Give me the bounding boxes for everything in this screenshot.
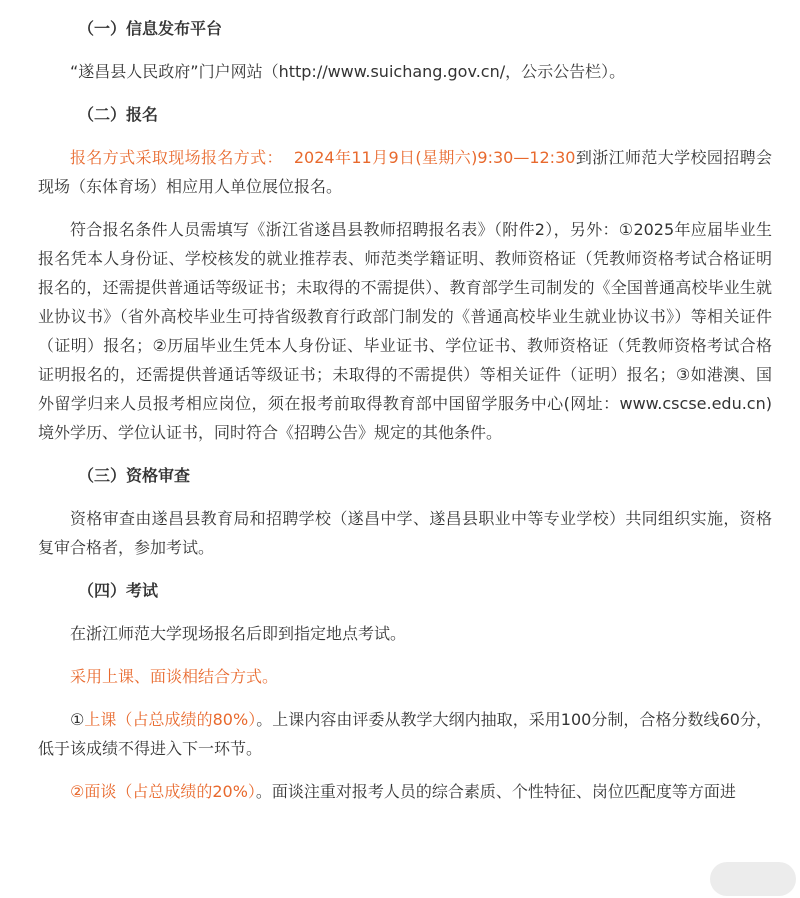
exam-item-interview-label: 面谈（占总成绩的20%） — [84, 782, 256, 801]
section-heading-qualification-review: （三）资格审查 — [78, 466, 191, 485]
registration-method-prefix: 报名方式采取现场报名方式： — [70, 148, 283, 167]
exam-item-lecture-number: ① — [70, 710, 85, 729]
exam-method-text: 采用上课、面谈相结合方式。 — [70, 667, 279, 686]
registration-location: 到浙江师范大学校园招聘会现场（东体育场）相应用人单位展位报名。 — [38, 148, 772, 196]
watermark-badge — [710, 862, 796, 896]
section-heading-registration: （二）报名 — [78, 105, 159, 124]
exam-item-interview-number: ② — [70, 782, 85, 801]
exam-item-lecture-label: 上课（占总成绩的80%） — [84, 710, 257, 729]
registration-method — [38, 143, 772, 201]
exam-item-interview — [38, 777, 772, 806]
info-platform-text: “遂昌县人民政府”门户网站（http://www.suichang.gov.cn/，公示公告栏）。 — [70, 62, 626, 81]
exam-item-lecture — [38, 705, 772, 763]
section-heading-exam: （四）考试 — [78, 581, 159, 600]
article-content — [38, 14, 772, 820]
qualification-review-text: 资格审查由遂昌县教育局和招聘学校（遂昌中学、遂昌县职业中等专业学校）共同组织实施，资格复审合格者，参加考试。 — [38, 509, 772, 557]
exam-location-text: 在浙江师范大学现场报名后即到指定地点考试。 — [70, 624, 407, 643]
section-heading-info-platform: （一）信息发布平台 — [78, 19, 223, 38]
registration-time: 2024年11月9日(星期六)9:30—12:30 — [293, 148, 576, 167]
exam-item-interview-detail: 。面谈注重对报考人员的综合素质、个性特征、岗位匹配度等方面进 — [255, 782, 736, 801]
exam-item-lecture-detail: 。上课内容由评委从教学大纲内抽取，采用100分制，合格分数线60分，低于该成绩不得进入下一环节。 — [38, 710, 772, 758]
registration-requirements: 符合报名条件人员需填写《浙江省遂昌县教师招聘报名表》（附件2），另外：①2025年应届毕业生报名凭本人身份证、学校核发的就业推荐表、师范类学籍证明、教师资格证（凭教师资格考试合格证明报名的，还需提供普通话等级证书；未取得的不需提供）、教育部学生司制发的《全国普通高校毕业生就业协议书》（省外高校毕业生可持省级教育行政部门制发的《普通高校毕业生就业协议书》）等相关证件（证明）报名；②历届毕业生凭本人身份证、毕业证书、学位证书、教师资格证（凭教师资格考试合格证明报名的，还需提供普通话等级证书；未取得的不需提供）等相关证件（证明）报名；③如港澳、国外留学归来人员报考相应岗位，须在报考前取得教育部中国留学服务中心(网址：www.cscse.edu.cn)境外学历、学位认证书，同时符合《招聘公告》规定的其他条件。 — [38, 220, 772, 442]
